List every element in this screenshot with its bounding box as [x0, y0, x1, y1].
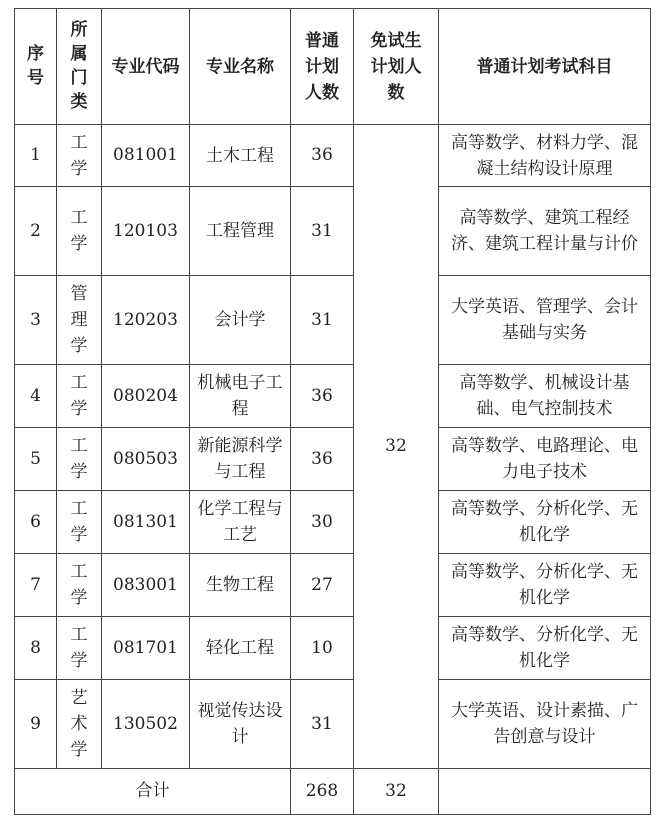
row-category: 工学	[57, 365, 102, 428]
row-name: 视觉传达设计	[190, 680, 291, 769]
row-name: 工程管理	[190, 187, 291, 276]
row-category: 工学	[57, 491, 102, 554]
row-code: 081701	[102, 617, 190, 680]
row-subjects: 高等数学、建筑工程经济、建筑工程计量与计价	[439, 187, 651, 276]
row-code: 120203	[102, 276, 190, 365]
row-index: 2	[15, 187, 57, 276]
header-exempt: 免试生计划人数	[354, 9, 439, 125]
row-regular: 31	[291, 276, 354, 365]
total-regular: 268	[291, 769, 354, 815]
row-category: 艺术学	[57, 680, 102, 769]
header-name: 专业名称	[190, 9, 291, 125]
table-row	[15, 125, 651, 187]
header-regular: 普通计划人数	[291, 9, 354, 125]
row-index: 4	[15, 365, 57, 428]
row-regular: 36	[291, 428, 354, 491]
table-row	[15, 365, 651, 428]
row-index: 9	[15, 680, 57, 769]
row-subjects: 高等数学、分析化学、无机化学	[439, 617, 651, 680]
total-exempt: 32	[354, 769, 439, 815]
row-category: 工学	[57, 617, 102, 680]
row-regular: 36	[291, 125, 354, 187]
table-row	[15, 554, 651, 617]
row-regular: 27	[291, 554, 354, 617]
row-subjects: 高等数学、分析化学、无机化学	[439, 491, 651, 554]
row-index: 1	[15, 125, 57, 187]
row-code: 120103	[102, 187, 190, 276]
total-subjects	[439, 769, 651, 815]
row-category: 工学	[57, 187, 102, 276]
enrollment-plan-table	[14, 8, 651, 815]
header-index: 序号	[15, 9, 57, 125]
row-subjects: 高等数学、材料力学、混凝土结构设计原理	[439, 125, 651, 187]
row-code: 130502	[102, 680, 190, 769]
row-category: 工学	[57, 125, 102, 187]
row-code: 080503	[102, 428, 190, 491]
row-regular: 10	[291, 617, 354, 680]
row-subjects: 高等数学、电路理论、电力电子技术	[439, 428, 651, 491]
row-regular: 31	[291, 680, 354, 769]
row-name: 新能源科学与工程	[190, 428, 291, 491]
header-row	[15, 9, 651, 125]
row-category: 工学	[57, 554, 102, 617]
row-index: 3	[15, 276, 57, 365]
row-category: 管理学	[57, 276, 102, 365]
row-regular: 36	[291, 365, 354, 428]
row-index: 7	[15, 554, 57, 617]
row-subjects: 高等数学、机械设计基础、电气控制技术	[439, 365, 651, 428]
row-index: 8	[15, 617, 57, 680]
exempt-merged-cell: 32	[354, 125, 439, 769]
table-row	[15, 680, 651, 769]
table-row	[15, 491, 651, 554]
table-row	[15, 428, 651, 491]
table-row	[15, 617, 651, 680]
row-subjects: 大学英语、设计素描、广告创意与设计	[439, 680, 651, 769]
row-subjects: 大学英语、管理学、会计基础与实务	[439, 276, 651, 365]
row-name: 会计学	[190, 276, 291, 365]
total-row	[15, 769, 651, 815]
row-name: 化学工程与工艺	[190, 491, 291, 554]
header-subjects: 普通计划考试科目	[439, 9, 651, 125]
row-name: 机械电子工程	[190, 365, 291, 428]
row-code: 080204	[102, 365, 190, 428]
row-regular: 31	[291, 187, 354, 276]
row-subjects: 高等数学、分析化学、无机化学	[439, 554, 651, 617]
header-category: 所属门类	[57, 9, 102, 125]
row-regular: 30	[291, 491, 354, 554]
row-name: 轻化工程	[190, 617, 291, 680]
row-code: 081001	[102, 125, 190, 187]
row-category: 工学	[57, 428, 102, 491]
row-index: 5	[15, 428, 57, 491]
table-row	[15, 276, 651, 365]
header-code: 专业代码	[102, 9, 190, 125]
table-row	[15, 187, 651, 276]
row-name: 生物工程	[190, 554, 291, 617]
row-code: 083001	[102, 554, 190, 617]
row-name: 土木工程	[190, 125, 291, 187]
total-label: 合计	[15, 769, 291, 815]
row-index: 6	[15, 491, 57, 554]
row-code: 081301	[102, 491, 190, 554]
